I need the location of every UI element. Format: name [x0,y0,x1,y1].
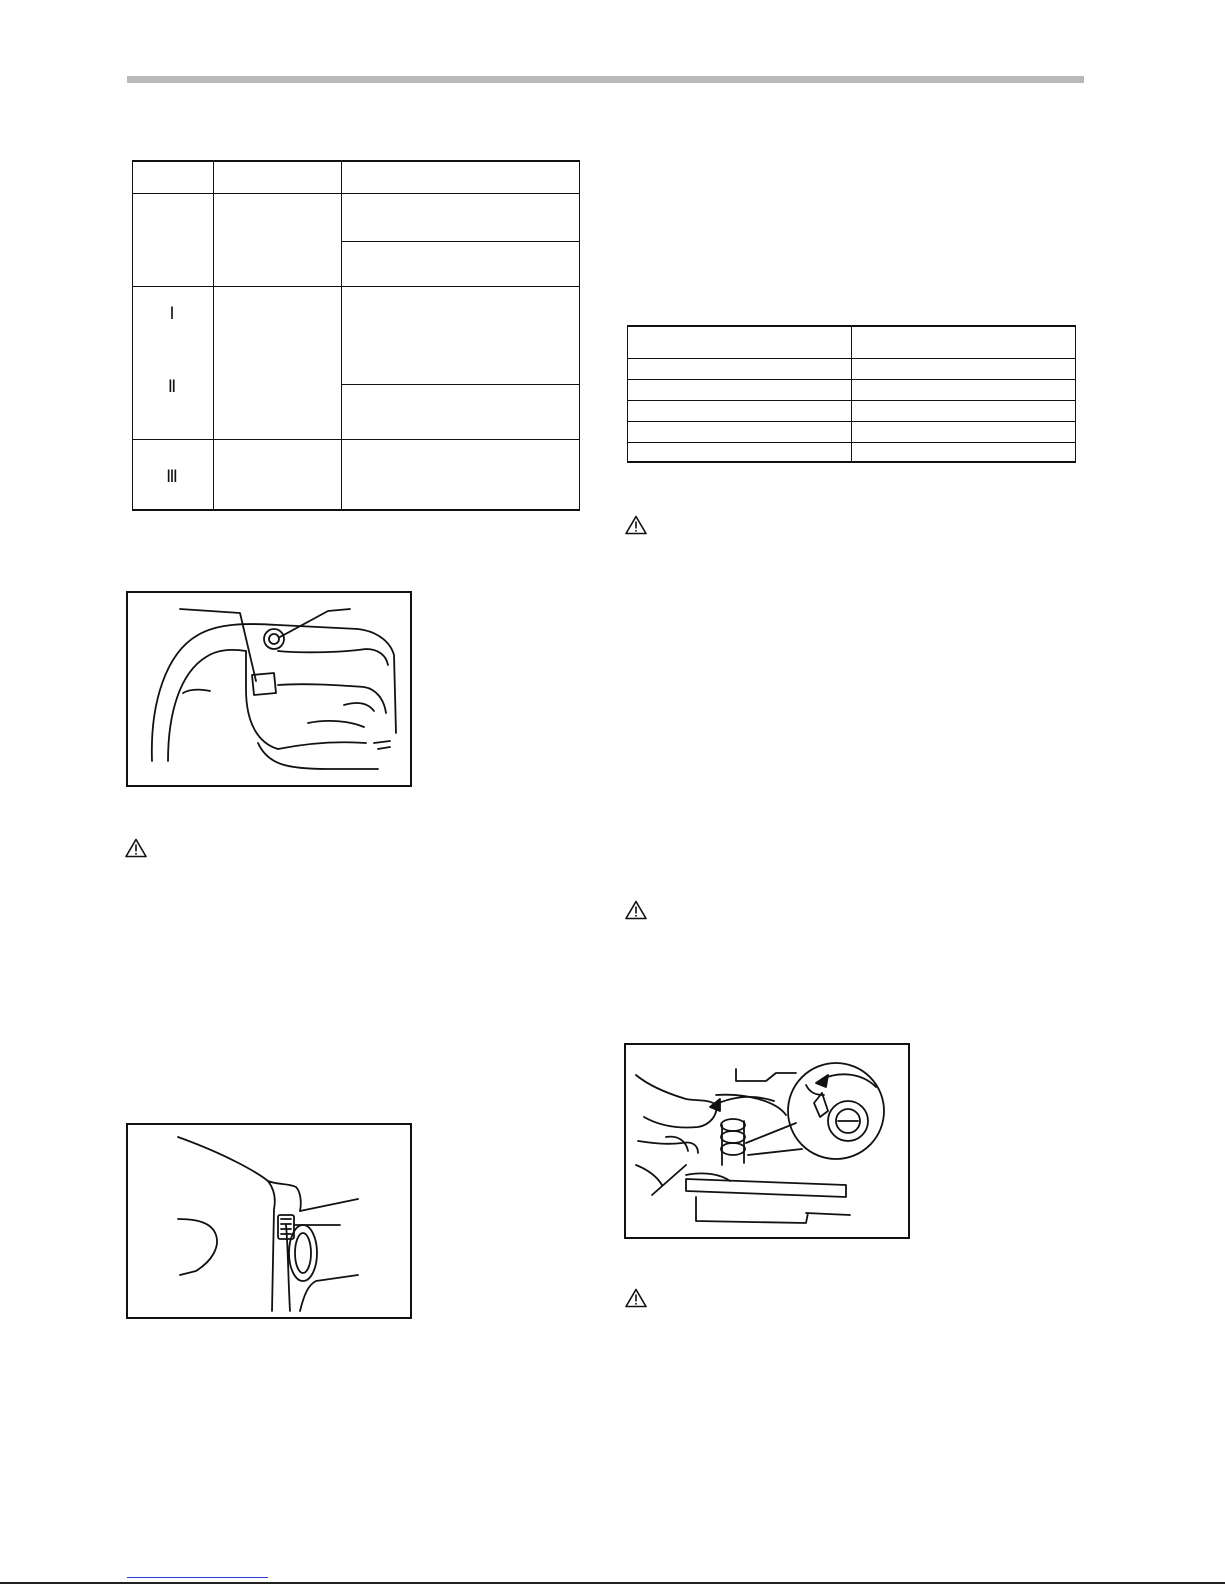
trigger-lock-figure [126,591,412,787]
footer-rule [0,1582,1225,1584]
action-symbol-2: Ⅱ [167,377,177,396]
header-rule [127,76,1084,83]
blade-table [627,325,1076,463]
cutting-action-table [132,160,580,511]
warning-triangle-icon [625,1288,647,1308]
speed-dial-figure [126,1123,412,1319]
action-symbol-3: Ⅲ [166,467,178,486]
footer-link-underline [127,1577,268,1578]
warning-triangle-icon [625,515,647,535]
warning-triangle-icon [625,900,647,920]
action-symbol-1: Ⅰ [169,304,175,323]
blade-clamp-figure [624,1043,910,1239]
warning-triangle-icon [125,838,147,858]
